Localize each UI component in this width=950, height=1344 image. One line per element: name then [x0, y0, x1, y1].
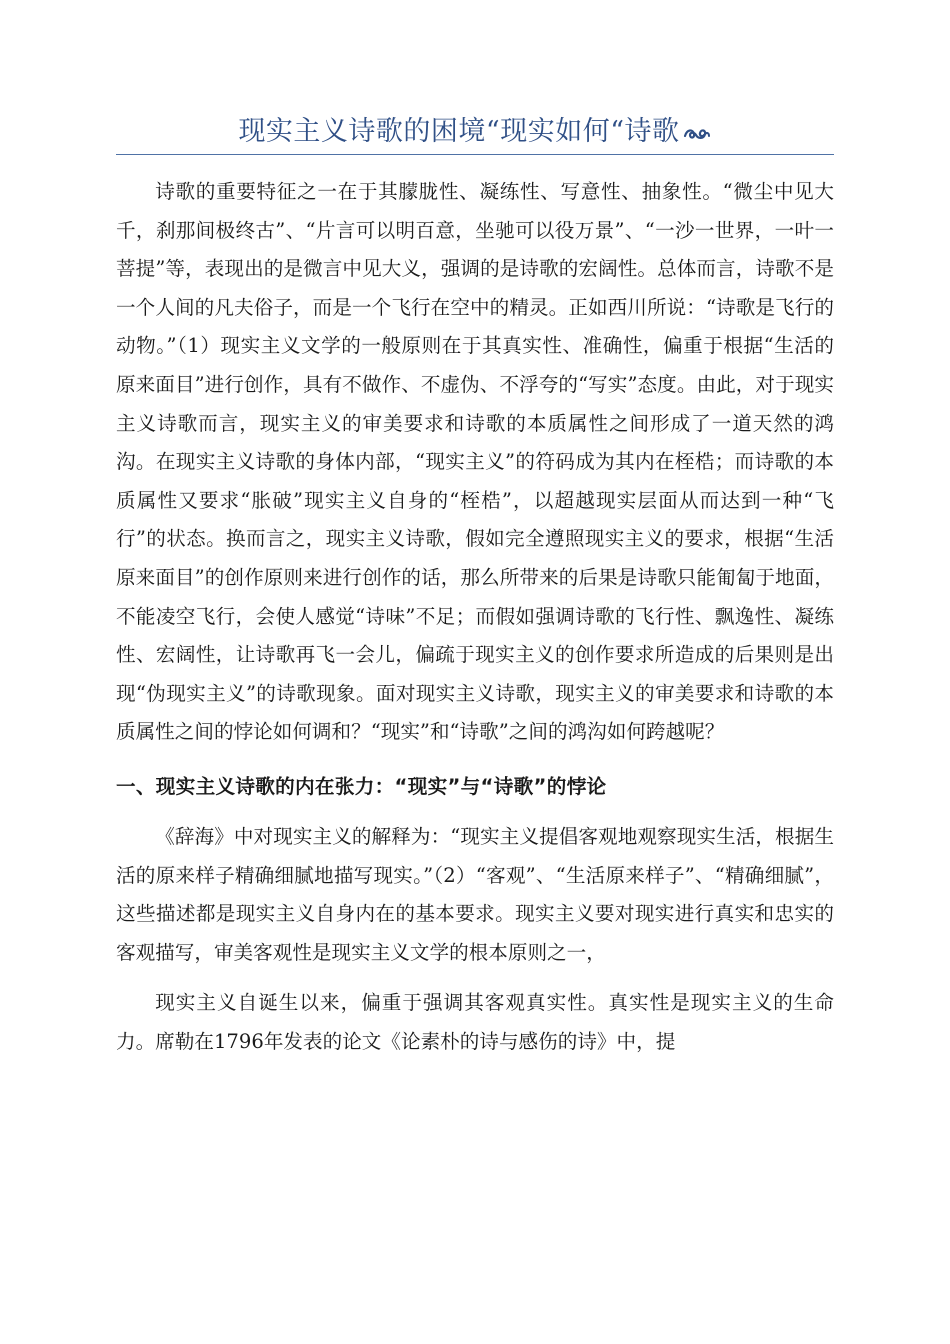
section-heading: 一、现实主义诗歌的内在张力：“现实”与“诗歌”的悖论: [116, 774, 607, 798]
body-paragraph: 诗歌的重要特征之一在于其朦胧性、凝练性、写意性、抽象性。“微尘中见大千，刹那间极终古”、“片言可以明百意，坐驰可以役万景”、“一沙一世界，一叶一菩提”等，表现出的是微言中见大义，强调的是诗歌的宏阔性。总体而言，诗歌不是一个人间的凡夫俗子，而是一个飞行在空中的精灵。正如西川所说：“诗歌是飞行的动物。”（1）现实主义文学的一般原则在于其真实性、准确性，偏重于根据“生活的原来面目”进行创作，具有不做作、不虚伪、不浮夸的“写实”态度。由此，对于现实主义诗歌而言，现实主义的审美要求和诗歌的本质属性之间形成了一道天然的鸿沟。在现实主义诗歌的身体内部，“现实主义”的符码成为其内在桎梏；而诗歌的本质属性又要求“胀破”现实主义自身的“桎梏”，以超越现实层面从而达到一种“飞行”的状态。换而言之，现实主义诗歌，假如完全遵照现实主义的要求，根据“生活原来面目”的创作原则来进行创作的话，那么所带来的后果是诗歌只能匍匐于地面，不能凌空飞行，会使人感觉“诗味”不足；而假如强调诗歌的飞行性、飘逸性、凝练性、宏阔性，让诗歌再飞一会儿，偏疏于现实主义的创作要求所造成的后果则是出现“伪现实主义”的诗歌现象。面对现实主义诗歌，现实主义的审美要求和诗歌的本质属性之间的悖论如何调和？“现实”和“诗歌”之间的鸿沟如何跨越呢？: [116, 180, 834, 744]
title-bar: [116, 112, 834, 155]
document-body: [116, 173, 834, 1061]
body-paragraph: 《辞海》中对现实主义的解释为：“现实主义提倡客观地观察现实生活，根据生活的原来样子精确细腻地描写现实。”（2）“客观”、“生活原来样子”、“精确细腻”，这些描述都是现实主义自身内在的基本要求。现实主义要对现实进行真实和忠实的客观描写，审美客观性是现实主义文学的根本原则之一，: [116, 824, 834, 964]
body-paragraph: 现实主义自诞生以来，偏重于强调其客观真实性。真实性是现实主义的生命力。席勒在1796年发表的论文《论素朴的诗与感伤的诗》中，提: [116, 991, 834, 1053]
swirl-ornament-icon: [682, 124, 712, 148]
document-title: 现实主义诗歌的困境“现实如何“诗歌: [238, 116, 680, 147]
